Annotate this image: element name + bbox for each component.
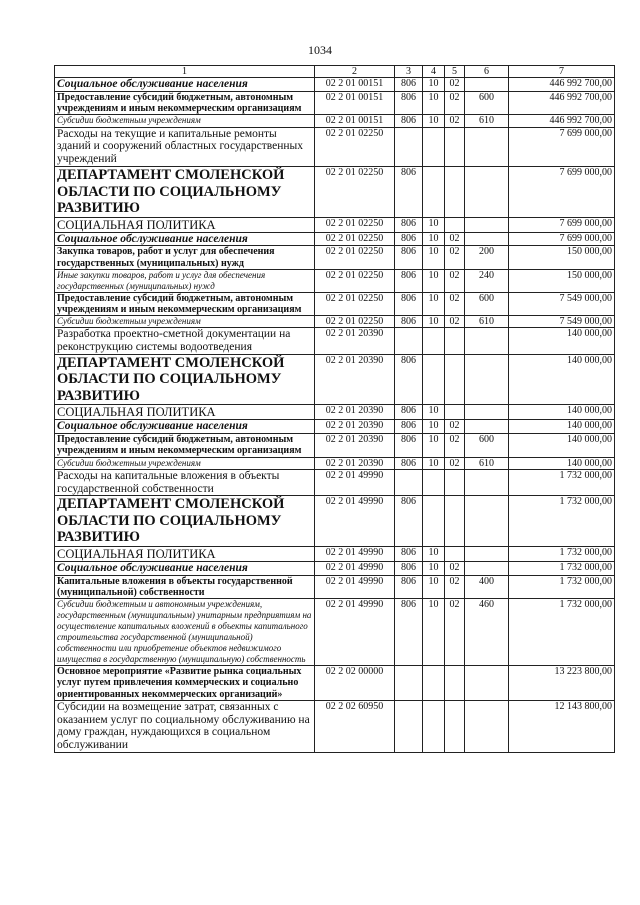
expense-type-code bbox=[465, 561, 509, 575]
amount: 446 992 700,00 bbox=[509, 115, 615, 127]
item-name: Основное мероприятие «Развитие рынка социальных услуг путем привлечения коммерческих и социально ориентированных некоммерческих организаций» bbox=[55, 666, 315, 701]
item-name: Предоставление субсидий бюджетным, автономным учреждениям и иным некоммерческим организациям bbox=[55, 92, 315, 115]
expense-type-code bbox=[465, 232, 509, 246]
header-cell: 7 bbox=[509, 66, 615, 78]
admin-code: 806 bbox=[395, 575, 423, 598]
expense-type-code: 460 bbox=[465, 599, 509, 666]
admin-code bbox=[395, 328, 423, 355]
header-cell: 2 bbox=[315, 66, 395, 78]
target-code: 02 2 01 02250 bbox=[315, 292, 395, 315]
expense-type-code bbox=[465, 328, 509, 355]
admin-code bbox=[395, 469, 423, 496]
target-code: 02 2 01 49990 bbox=[315, 496, 395, 547]
admin-code: 806 bbox=[395, 167, 423, 218]
admin-code bbox=[395, 127, 423, 166]
section-code: 10 bbox=[423, 115, 445, 127]
table-row bbox=[55, 666, 615, 701]
item-name: Социальное обслуживание населения bbox=[55, 420, 315, 434]
item-name: Расходы на текущие и капитальные ремонты зданий и сооружений областных государственных учреждений bbox=[55, 127, 315, 166]
admin-code: 806 bbox=[395, 561, 423, 575]
admin-code bbox=[395, 666, 423, 701]
subsection-code bbox=[445, 167, 465, 218]
subsection-code bbox=[445, 217, 465, 232]
item-name: Расходы на капитальные вложения в объекты государственной собственности bbox=[55, 469, 315, 496]
target-code: 02 2 01 02250 bbox=[315, 127, 395, 166]
admin-code: 806 bbox=[395, 115, 423, 127]
table-row bbox=[55, 561, 615, 575]
target-code: 02 2 01 20390 bbox=[315, 354, 395, 405]
amount: 150 000,00 bbox=[509, 246, 615, 269]
subsection-code: 02 bbox=[445, 457, 465, 469]
amount: 1 732 000,00 bbox=[509, 546, 615, 561]
expense-type-code: 400 bbox=[465, 575, 509, 598]
admin-code: 806 bbox=[395, 496, 423, 547]
item-name: Разработка проектно-сметной документации на реконструкцию системы водоотведения bbox=[55, 328, 315, 355]
table-row bbox=[55, 405, 615, 420]
table-row bbox=[55, 127, 615, 166]
expense-type-code bbox=[465, 354, 509, 405]
section-code: 10 bbox=[423, 269, 445, 292]
amount: 140 000,00 bbox=[509, 420, 615, 434]
subsection-code: 02 bbox=[445, 575, 465, 598]
section-code: 10 bbox=[423, 561, 445, 575]
section-code bbox=[423, 328, 445, 355]
item-name: Социальное обслуживание населения bbox=[55, 561, 315, 575]
table-row bbox=[55, 115, 615, 127]
item-name: Субсидии бюджетным учреждениям bbox=[55, 316, 315, 328]
admin-code: 806 bbox=[395, 217, 423, 232]
subsection-code bbox=[445, 354, 465, 405]
expense-type-code bbox=[465, 666, 509, 701]
table-row bbox=[55, 599, 615, 666]
amount: 13 223 800,00 bbox=[509, 666, 615, 701]
target-code: 02 2 01 49990 bbox=[315, 575, 395, 598]
target-code: 02 2 01 02250 bbox=[315, 167, 395, 218]
header-cell: 1 bbox=[55, 66, 315, 78]
table-row bbox=[55, 434, 615, 457]
subsection-code bbox=[445, 469, 465, 496]
subsection-code: 02 bbox=[445, 561, 465, 575]
target-code: 02 2 01 20390 bbox=[315, 328, 395, 355]
table-row bbox=[55, 217, 615, 232]
expense-type-code: 600 bbox=[465, 92, 509, 115]
section-code bbox=[423, 354, 445, 405]
item-name: Субсидии бюджетным учреждениям bbox=[55, 115, 315, 127]
header-cell: 4 bbox=[423, 66, 445, 78]
table-row bbox=[55, 575, 615, 598]
table-row bbox=[55, 546, 615, 561]
admin-code: 806 bbox=[395, 316, 423, 328]
admin-code: 806 bbox=[395, 92, 423, 115]
expense-type-code bbox=[465, 217, 509, 232]
subsection-code bbox=[445, 496, 465, 547]
target-code: 02 2 01 02250 bbox=[315, 246, 395, 269]
target-code: 02 2 01 02250 bbox=[315, 316, 395, 328]
subsection-code: 02 bbox=[445, 78, 465, 92]
amount: 7 549 000,00 bbox=[509, 292, 615, 315]
target-code: 02 2 01 49990 bbox=[315, 546, 395, 561]
admin-code: 806 bbox=[395, 78, 423, 92]
table-row bbox=[55, 78, 615, 92]
amount: 7 699 000,00 bbox=[509, 217, 615, 232]
item-name: Субсидии на возмещение затрат, связанных с оказанием услуг по социальному обслуживанию на дому граждан, нуждающихся в социальном обслуживании bbox=[55, 700, 315, 752]
expense-type-code: 600 bbox=[465, 292, 509, 315]
admin-code: 806 bbox=[395, 232, 423, 246]
header-cell: 6 bbox=[465, 66, 509, 78]
subsection-code: 02 bbox=[445, 269, 465, 292]
expense-type-code: 600 bbox=[465, 434, 509, 457]
item-name: Капитальные вложения в объекты государственной (муниципальной) собственности bbox=[55, 575, 315, 598]
subsection-code: 02 bbox=[445, 434, 465, 457]
admin-code: 806 bbox=[395, 599, 423, 666]
section-code: 10 bbox=[423, 405, 445, 420]
target-code: 02 2 01 20390 bbox=[315, 405, 395, 420]
target-code: 02 2 01 20390 bbox=[315, 457, 395, 469]
target-code: 02 2 01 02250 bbox=[315, 269, 395, 292]
admin-code: 806 bbox=[395, 405, 423, 420]
subsection-code: 02 bbox=[445, 420, 465, 434]
subsection-code: 02 bbox=[445, 316, 465, 328]
section-code: 10 bbox=[423, 575, 445, 598]
item-name: СОЦИАЛЬНАЯ ПОЛИТИКА bbox=[55, 405, 315, 420]
amount: 140 000,00 bbox=[509, 405, 615, 420]
amount: 1 732 000,00 bbox=[509, 496, 615, 547]
table-row bbox=[55, 232, 615, 246]
table-row bbox=[55, 700, 615, 752]
amount: 140 000,00 bbox=[509, 434, 615, 457]
item-name: Субсидии бюджетным учреждениям bbox=[55, 457, 315, 469]
expense-type-code: 610 bbox=[465, 457, 509, 469]
table-row bbox=[55, 420, 615, 434]
item-name: ДЕПАРТАМЕНТ СМОЛЕНСКОЙ ОБЛАСТИ ПО СОЦИАЛЬНОМУ РАЗВИТИЮ bbox=[55, 354, 315, 405]
item-name: Предоставление субсидий бюджетным, автономным учреждениям и иным некоммерческим организациям bbox=[55, 434, 315, 457]
target-code: 02 2 01 00151 bbox=[315, 78, 395, 92]
header-cell: 3 bbox=[395, 66, 423, 78]
amount: 446 992 700,00 bbox=[509, 78, 615, 92]
header-cell: 5 bbox=[445, 66, 465, 78]
amount: 7 699 000,00 bbox=[509, 167, 615, 218]
target-code: 02 2 01 20390 bbox=[315, 420, 395, 434]
amount: 12 143 800,00 bbox=[509, 700, 615, 752]
subsection-code: 02 bbox=[445, 292, 465, 315]
item-name: СОЦИАЛЬНАЯ ПОЛИТИКА bbox=[55, 546, 315, 561]
expense-type-code bbox=[465, 405, 509, 420]
item-name: Предоставление субсидий бюджетным, автономным учреждениям и иным некоммерческим организациям bbox=[55, 292, 315, 315]
target-code: 02 2 02 60950 bbox=[315, 700, 395, 752]
section-code bbox=[423, 496, 445, 547]
table-row bbox=[55, 292, 615, 315]
section-code bbox=[423, 469, 445, 496]
section-code bbox=[423, 167, 445, 218]
section-code: 10 bbox=[423, 232, 445, 246]
amount: 1 732 000,00 bbox=[509, 575, 615, 598]
amount: 1 732 000,00 bbox=[509, 561, 615, 575]
table-row bbox=[55, 496, 615, 547]
table-row bbox=[55, 92, 615, 115]
target-code: 02 2 01 02250 bbox=[315, 217, 395, 232]
subsection-code: 02 bbox=[445, 599, 465, 666]
table-row bbox=[55, 457, 615, 469]
admin-code: 806 bbox=[395, 420, 423, 434]
expense-type-code: 610 bbox=[465, 115, 509, 127]
section-code bbox=[423, 700, 445, 752]
expense-type-code: 200 bbox=[465, 246, 509, 269]
admin-code bbox=[395, 700, 423, 752]
table-row bbox=[55, 354, 615, 405]
subsection-code bbox=[445, 546, 465, 561]
expense-type-code bbox=[465, 546, 509, 561]
item-name: ДЕПАРТАМЕНТ СМОЛЕНСКОЙ ОБЛАСТИ ПО СОЦИАЛЬНОМУ РАЗВИТИЮ bbox=[55, 167, 315, 218]
subsection-code: 02 bbox=[445, 232, 465, 246]
subsection-code bbox=[445, 666, 465, 701]
amount: 1 732 000,00 bbox=[509, 599, 615, 666]
expense-type-code bbox=[465, 78, 509, 92]
section-code: 10 bbox=[423, 599, 445, 666]
section-code: 10 bbox=[423, 246, 445, 269]
amount: 140 000,00 bbox=[509, 354, 615, 405]
amount: 7 699 000,00 bbox=[509, 232, 615, 246]
amount: 140 000,00 bbox=[509, 328, 615, 355]
page-number: 1034 bbox=[308, 43, 332, 57]
subsection-code: 02 bbox=[445, 115, 465, 127]
amount: 7 549 000,00 bbox=[509, 316, 615, 328]
amount: 1 732 000,00 bbox=[509, 469, 615, 496]
section-code: 10 bbox=[423, 78, 445, 92]
item-name: Закупка товаров, работ и услуг для обеспечения государственных (муниципальных) нужд bbox=[55, 246, 315, 269]
item-name: СОЦИАЛЬНАЯ ПОЛИТИКА bbox=[55, 217, 315, 232]
section-code: 10 bbox=[423, 316, 445, 328]
item-name: Иные закупки товаров, работ и услуг для обеспечения государственных (муниципальных) нужд bbox=[55, 269, 315, 292]
target-code: 02 2 01 20390 bbox=[315, 434, 395, 457]
amount: 150 000,00 bbox=[509, 269, 615, 292]
expense-type-code: 240 bbox=[465, 269, 509, 292]
table-row bbox=[55, 469, 615, 496]
admin-code: 806 bbox=[395, 546, 423, 561]
section-code bbox=[423, 127, 445, 166]
budget-table bbox=[54, 65, 615, 753]
target-code: 02 2 01 49990 bbox=[315, 599, 395, 666]
expense-type-code bbox=[465, 420, 509, 434]
target-code: 02 2 01 00151 bbox=[315, 115, 395, 127]
section-code: 10 bbox=[423, 217, 445, 232]
admin-code: 806 bbox=[395, 434, 423, 457]
section-code bbox=[423, 666, 445, 701]
item-name: Социальное обслуживание населения bbox=[55, 232, 315, 246]
subsection-code bbox=[445, 127, 465, 166]
subsection-code bbox=[445, 405, 465, 420]
table-row bbox=[55, 328, 615, 355]
target-code: 02 2 01 49990 bbox=[315, 561, 395, 575]
admin-code: 806 bbox=[395, 354, 423, 405]
subsection-code bbox=[445, 700, 465, 752]
expense-type-code bbox=[465, 127, 509, 166]
table-row bbox=[55, 246, 615, 269]
table-row bbox=[55, 316, 615, 328]
section-code: 10 bbox=[423, 420, 445, 434]
expense-type-code bbox=[465, 700, 509, 752]
subsection-code bbox=[445, 328, 465, 355]
subsection-code: 02 bbox=[445, 246, 465, 269]
amount: 140 000,00 bbox=[509, 457, 615, 469]
target-code: 02 2 02 00000 bbox=[315, 666, 395, 701]
target-code: 02 2 01 00151 bbox=[315, 92, 395, 115]
target-code: 02 2 01 49990 bbox=[315, 469, 395, 496]
amount: 446 992 700,00 bbox=[509, 92, 615, 115]
amount: 7 699 000,00 bbox=[509, 127, 615, 166]
table-header-row bbox=[55, 66, 615, 78]
section-code: 10 bbox=[423, 546, 445, 561]
expense-type-code bbox=[465, 469, 509, 496]
target-code: 02 2 01 02250 bbox=[315, 232, 395, 246]
admin-code: 806 bbox=[395, 457, 423, 469]
expense-type-code: 610 bbox=[465, 316, 509, 328]
table-row bbox=[55, 269, 615, 292]
table-row bbox=[55, 167, 615, 218]
item-name: ДЕПАРТАМЕНТ СМОЛЕНСКОЙ ОБЛАСТИ ПО СОЦИАЛЬНОМУ РАЗВИТИЮ bbox=[55, 496, 315, 547]
admin-code: 806 bbox=[395, 292, 423, 315]
section-code: 10 bbox=[423, 92, 445, 115]
expense-type-code bbox=[465, 496, 509, 547]
admin-code: 806 bbox=[395, 246, 423, 269]
admin-code: 806 bbox=[395, 269, 423, 292]
item-name: Социальное обслуживание населения bbox=[55, 78, 315, 92]
section-code: 10 bbox=[423, 457, 445, 469]
item-name: Субсидии бюджетным и автономным учреждениям, государственным (муниципальным) унитарным предприятиям на осуществление капитальных вложений в объекты капитального строительства государственной (муниципальной) собственности или приобретение объектов недвижимого имущества в государственную (муниципальную) собственность bbox=[55, 599, 315, 666]
section-code: 10 bbox=[423, 292, 445, 315]
expense-type-code bbox=[465, 167, 509, 218]
subsection-code: 02 bbox=[445, 92, 465, 115]
section-code: 10 bbox=[423, 434, 445, 457]
